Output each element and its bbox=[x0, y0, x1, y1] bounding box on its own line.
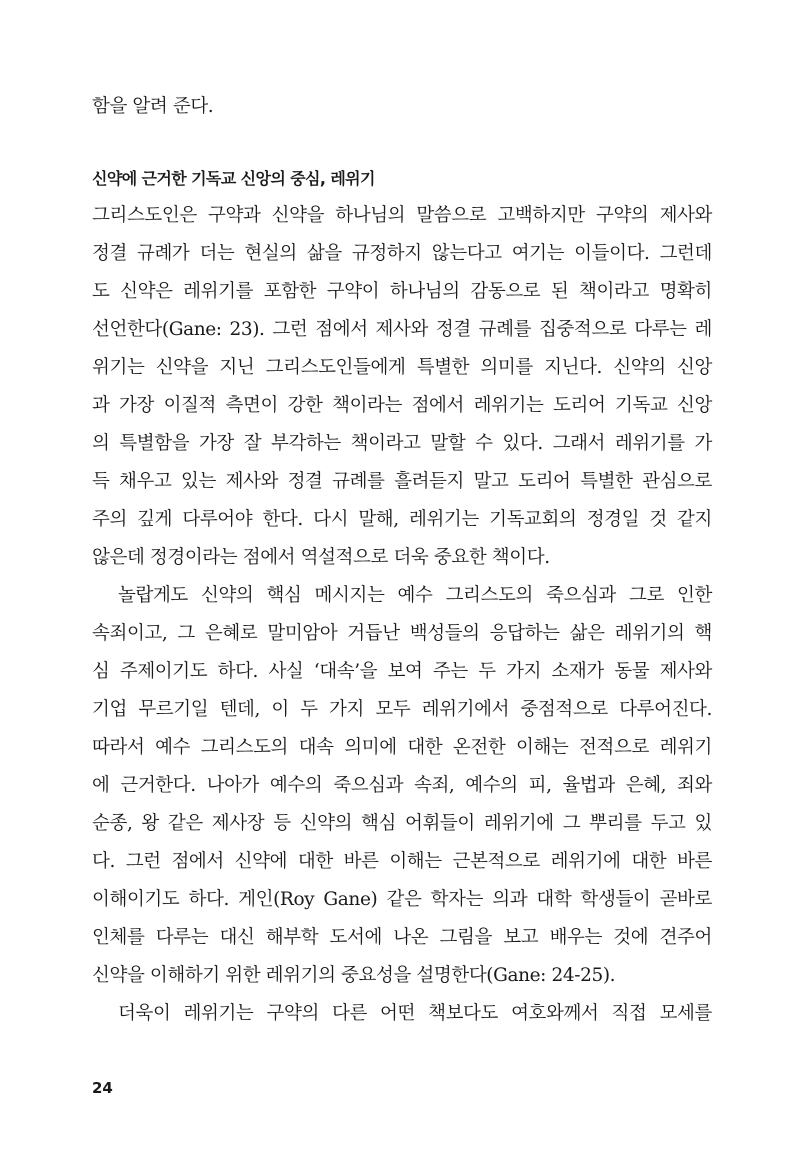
text-line: 득 채우고 있는 제사와 정결 규례를 흘려듣지 말고 도리어 특별한 관심으로 bbox=[92, 471, 712, 492]
text-line: 속죄이고, 그 은혜로 말미암아 거듭난 백성들의 응답하는 삶은 레위기의 핵 bbox=[92, 623, 712, 644]
text-line: 더욱이 레위기는 구약의 다른 어떤 책보다도 여호와께서 직접 모세를 bbox=[118, 1003, 712, 1024]
text-line: 정결 규례가 더는 현실의 삶을 규정하지 않는다고 여기는 이들이다. 그런데 bbox=[92, 243, 712, 264]
text-line: 이해이기도 하다. 게인(Roy Gane) 같은 학자는 의과 대학 학생들이 곧바로 bbox=[92, 889, 712, 910]
text-line: 도 신약은 레위기를 포함한 구약이 하나님의 감동으로 된 책이라고 명확히 bbox=[92, 281, 712, 302]
text-line: 의 특별함을 가장 잘 부각하는 책이라고 말할 수 있다. 그래서 레위기를 가 bbox=[92, 433, 712, 454]
text-line: 에 근거한다. 나아가 예수의 죽으심과 속죄, 예수의 피, 율법과 은혜, 죄와 bbox=[92, 775, 712, 796]
text-line: 그리스도인은 구약과 신약을 하나님의 말씀으로 고백하지만 구약의 제사와 bbox=[92, 205, 712, 226]
text-line: 순종, 왕 같은 제사장 등 신약의 핵심 어휘들이 레위기에 그 뿌리를 두고 있 bbox=[92, 813, 712, 834]
section-heading: 신약에 근거한 기독교 신앙의 중심, 레위기 bbox=[92, 169, 375, 188]
text-line: 기업 무르기일 텐데, 이 두 가지 모두 레위기에서 중점적으로 다루어진다. bbox=[92, 699, 712, 720]
lead-line: 함을 알려 준다. bbox=[92, 96, 214, 117]
text-line: 과 가장 이질적 측면이 강한 책이라는 점에서 레위기는 도리어 기독교 신앙 bbox=[92, 395, 712, 416]
text-line: 따라서 예수 그리스도의 대속 의미에 대한 온전한 이해는 전적으로 레위기 bbox=[92, 737, 712, 758]
text-line: 위기는 신약을 지닌 그리스도인들에게 특별한 의미를 지닌다. 신약의 신앙 bbox=[92, 357, 712, 378]
text-line: 신약을 이해하기 위한 레위기의 중요성을 설명한다(Gane: 24-25). bbox=[92, 965, 616, 986]
text-line: 선언한다(Gane: 23). 그런 점에서 제사와 정결 규례를 집중적으로 다루는 레 bbox=[92, 319, 712, 340]
text-line: 놀랍게도 신약의 핵심 메시지는 예수 그리스도의 죽으심과 그로 인한 bbox=[118, 585, 712, 606]
text-line: 주의 깊게 다루어야 한다. 다시 말해, 레위기는 기독교회의 정경일 것 같지 bbox=[92, 509, 712, 530]
text-line: 않은데 정경이라는 점에서 역설적으로 더욱 중요한 책이다. bbox=[92, 547, 550, 568]
text-line: 심 주제이기도 하다. 사실 ‘대속’을 보여 주는 두 가지 소재가 동물 제사와 bbox=[92, 661, 712, 682]
text-line: 인체를 다루는 대신 해부학 도서에 나온 그림을 보고 배우는 것에 견주어 bbox=[92, 927, 712, 948]
text-line: 다. 그런 점에서 신약에 대한 바른 이해는 근본적으로 레위기에 대한 바른 bbox=[92, 851, 712, 872]
page-number: 24 bbox=[92, 1079, 113, 1097]
